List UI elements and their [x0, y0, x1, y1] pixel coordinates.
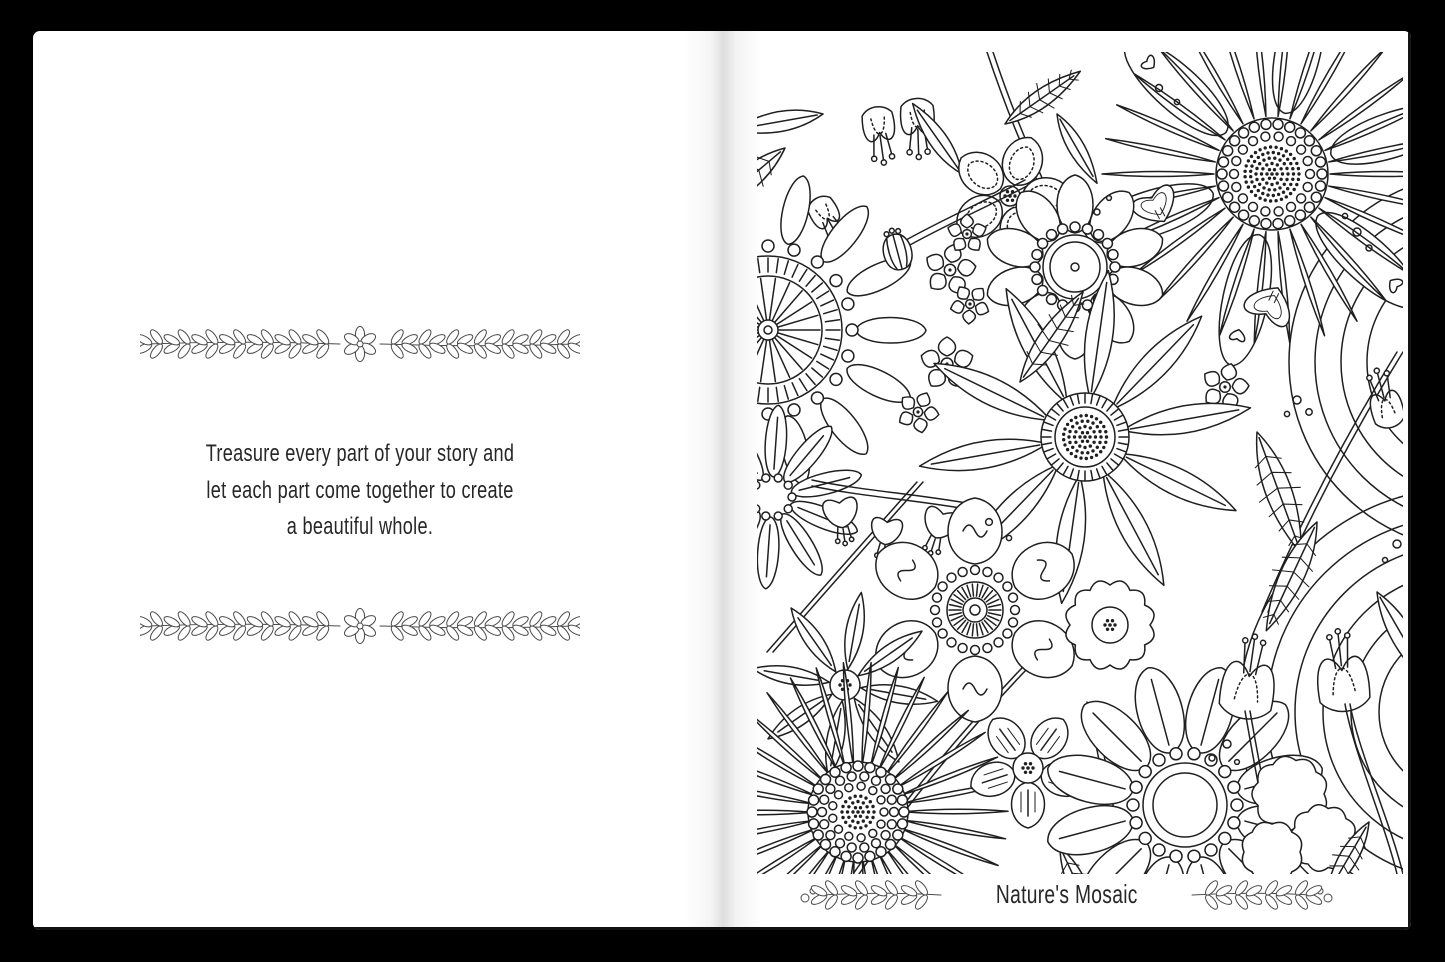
caption-flourish-right-icon: [1188, 880, 1336, 910]
coloring-illustration: [757, 52, 1403, 874]
floral-divider-top-icon: [140, 325, 580, 363]
right-page: [722, 31, 1411, 930]
illustration-caption: Nature's Mosaic: [995, 879, 1138, 909]
floral-divider-bottom-icon: [140, 607, 580, 645]
quote-text: [123, 436, 597, 546]
caption-flourish-left-icon: [797, 880, 945, 910]
quote-line-2: let each part come together to create: [206, 476, 514, 504]
left-page: [33, 31, 722, 930]
caption-row: [722, 879, 1411, 910]
book-spread: [33, 31, 1411, 930]
quote-line-1: Treasure every part of your story and: [205, 440, 515, 467]
quote-line-3: a beautiful whole.: [286, 513, 434, 540]
